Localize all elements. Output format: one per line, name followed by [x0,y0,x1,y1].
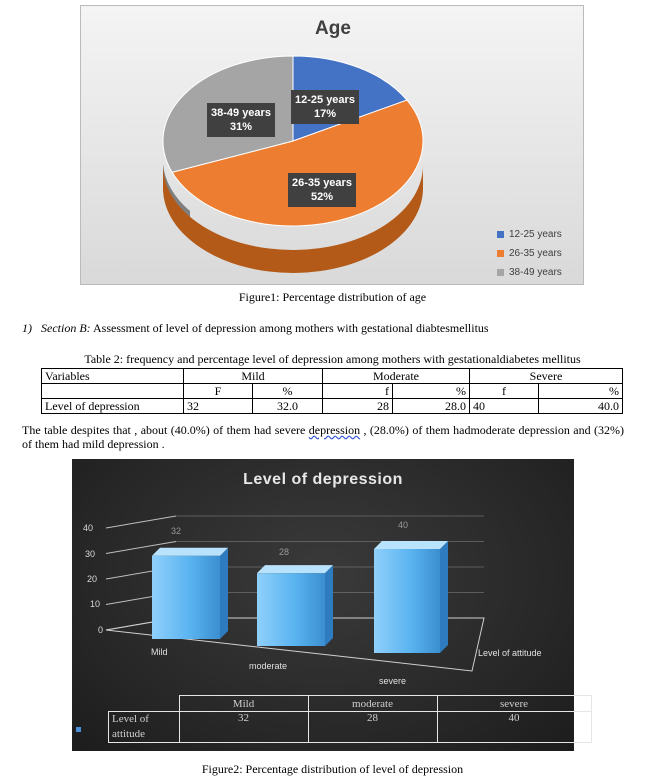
dt-header-moderate: moderate [308,696,437,712]
bar-top-Mild [152,548,228,556]
value-label-severe: 40 [398,520,409,530]
legend-swatch-orange [497,250,504,257]
gridline [106,516,176,528]
bar-side-severe [440,541,448,653]
bar-top-moderate [257,565,333,573]
th-severe: Severe [470,369,623,384]
cell-moderate-pct: 28.0 [393,399,470,414]
dt-header-severe: severe [437,696,591,712]
category-severe: severe [379,676,407,686]
table-row [42,399,623,414]
pie-label-12-25: 12-25 years 17% [291,90,359,124]
dt-value-severe: 40 [437,712,591,743]
bar-data-table [108,695,592,743]
bar-moderate [257,573,325,646]
th-severe-f: f [470,384,539,399]
age-pie-chart [80,5,584,285]
y-tick-40: 40 [83,523,94,533]
legend-swatch-blue [497,231,504,238]
table-row [109,712,592,743]
th-variables: Variables [42,369,184,384]
cell-mild-f: 32 [184,399,253,414]
legend-item: 38-49 years [497,263,562,282]
th-mild-f: F [184,384,253,399]
bar-severe [374,549,440,653]
category-moderate: moderate [249,661,288,671]
bar-side-Mild [220,548,228,639]
section-heading: 1) Section B: Assessment of level of depression among mothers with gestational diabtesmellitus [22,321,489,335]
bar-marks [152,541,448,653]
dt-value-moderate: 28 [308,712,437,743]
value-label-mild: 32 [171,526,182,536]
bar-Mild [152,556,220,639]
depression-table [41,368,623,414]
series-axis-label: Level of attitude [478,648,542,658]
pie-label-38-49: 38-49 years 31% [207,103,275,137]
y-tick-20: 20 [87,574,98,584]
cell-moderate-f: 28 [323,399,393,414]
legend-swatch-gray [497,269,504,276]
y-tick-30: 30 [85,549,96,559]
th-moderate: Moderate [323,369,470,384]
th-moderate-pct: % [393,384,470,399]
pie-title: Age [315,18,351,39]
cell-mild-pct: 32.0 [253,399,323,414]
underlined-word: depression [308,423,361,437]
paragraph: The table despites that , about (40.0%) of them had severe depression , (28.0%) of them hadmoderate depression and (32%) of them had mild depression . [22,423,624,451]
bar-top-severe [374,541,448,549]
cell-severe-f: 40 [470,399,539,414]
dt-row-label: Level of attitude [109,712,180,743]
category-mild: Mild [151,647,168,657]
th-severe-pct: % [539,384,623,399]
table-row [109,696,592,712]
bar-chart-title: Level of depression [243,471,403,488]
bar-side-moderate [325,565,333,646]
cell-severe-pct: 40.0 [539,399,623,414]
legend-item: 12-25 years [497,225,562,244]
table-subheader-row [42,384,623,399]
th-mild: Mild [184,369,323,384]
figure1-caption: Figure1: Percentage distribution of age [238,290,427,304]
figure2-caption: Figure2: Percentage distribution of level of depression [201,762,464,776]
th-mild-pct: % [253,384,323,399]
dt-value-mild: 32 [179,712,308,743]
row-label: Level of depression [42,399,184,414]
table-header-row [42,369,623,384]
value-label-moderate: 28 [279,547,290,557]
legend-item: 26-35 years [497,244,562,263]
y-tick-0: 0 [98,625,104,635]
th-moderate-f: f [323,384,393,399]
pie-legend [497,225,562,282]
pie-label-26-35: 26-35 years 52% [288,173,356,207]
dt-empty [109,696,180,712]
table2-caption: Table 2: frequency and percentage level of depression among mothers with gestationaldiabetes mellitus [84,352,581,366]
th-empty [42,384,184,399]
legend-key-icon [76,727,81,732]
dt-header-mild: Mild [179,696,308,712]
y-tick-10: 10 [90,599,101,609]
